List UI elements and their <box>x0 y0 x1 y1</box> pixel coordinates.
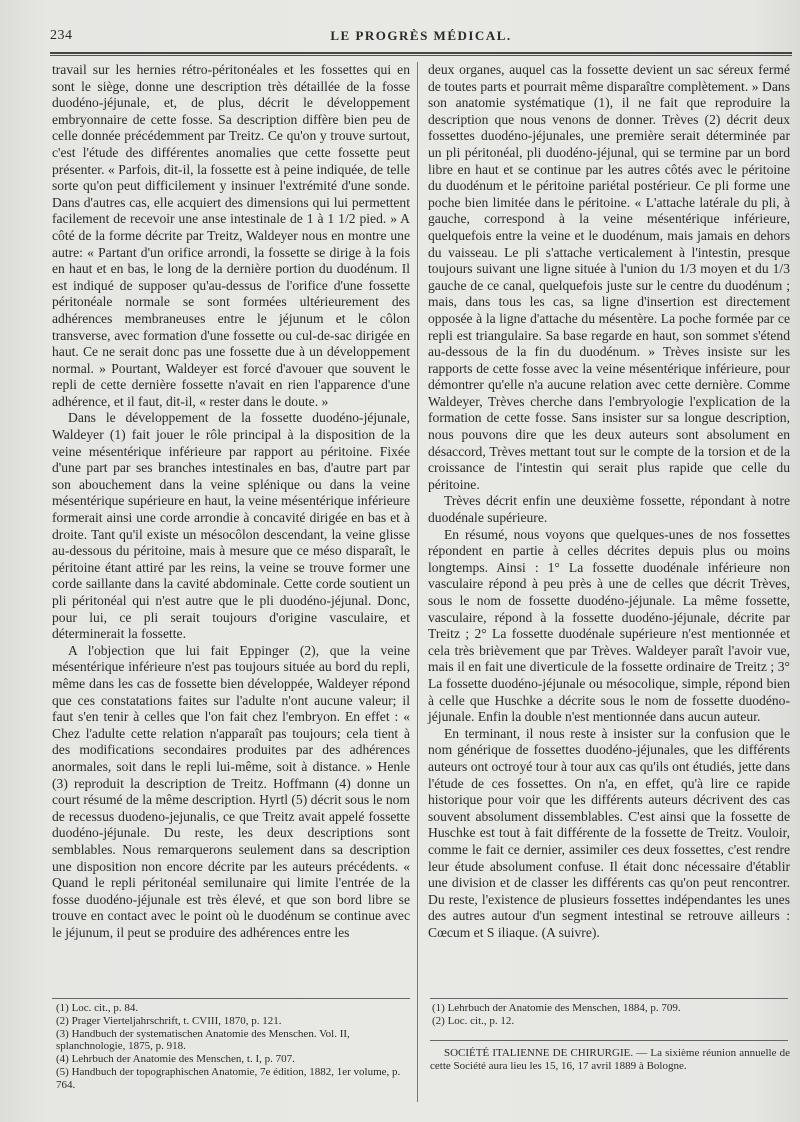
footnote-4: (4) Lehrbuch der Anatomie des Menschen, t. I, p. 707. <box>56 1053 295 1066</box>
society-notice: SOCIÉTÉ ITALIENNE DE CHIRURGIE. — La sixième réunion annuelle de cette Société aura lieu les 15, 16, 17 avril 1889 à Bologne. <box>430 1047 790 1072</box>
left-footnote-rule <box>52 998 410 999</box>
footnote-5: (5) Handbuch der topographischen Anatomie, 7e édition, 1882, 1er volume, p. 764. <box>56 1065 401 1091</box>
right-column <box>428 62 790 941</box>
right-footnote-2: (2) Loc. cit., p. 12. <box>432 1014 515 1027</box>
left-paragraph-2: Dans le développement de la fossette duodéno-jéjunale, Waldeyer (1) fait jouer le rôle principal à la disposition de la veine mésentérique inférieure par rapport au péritoine. Fixée d'une part par ses branches intestinales en bas, d'autre part par son abouchement dans la veine splénique ou dans la veine mésentérique supérieure en haut, la veine mésentérique inférieure formerait ainsi une corde arrondie à concavité dirigée en bas et à droite. Tant qu'il existe un mésocôlon descendant, la veine glisse au-dessous du péritoine, mais à mesure que ce méso disparaît, le péritoine étant attiré par les reins, la veine se trouve former une corde saillante dans la cavité abdominale. Cette corde soutient un pli péritonéal qui n'est autre que le pli duodéno-jéjunal. Donc, pour lui, ce pli serait toujours d'origine vasculaire, et déterminerait la fossette. <box>52 410 410 642</box>
left-column <box>52 62 410 941</box>
right-footnote-1: (1) Lehrbuch der Anatomie des Menschen, 1884, p. 709. <box>432 1002 681 1014</box>
right-paragraph-4: En terminant, il nous reste à insister sur la confusion que le nom générique de fossettes duodéno-jéjunales, que les différents auteurs ont octroyé tour à tour aux cas qu'ils ont étudiés, jette dans l'étude de ces fossettes. On n'a, en effet, qu'à lire ce rapide historique pour voir que les différents auteurs décrivent des cas souvent absolument dissemblables. C'est ainsi que la fossette de Huschke est tout à fait différente de la fossette de Treitz. Vouloir, comme le fait ce dernier, assimiler ces deux fossettes, c'est rendre leur étude absolument confuse. Il était donc nécessaire d'établir une division et de classer les différents cas qu'on peut rencontrer. Du reste, l'existence de plusieurs fossettes indépendantes les unes des autres autour d'un segment intestinal se retrouve ailleurs : Cœcum et S iliaque. (A suivre). <box>428 725 790 940</box>
right-footnote-rule <box>430 998 788 999</box>
left-paragraph-3: A l'objection que lui fait Eppinger (2), que la veine mésentérique inférieure n'est pas toujours située au bord du repli, même dans les cas de fossette bien développée, Waldeyer répond que ces constatations faites sur l'adulte n'ont aucune valeur; il faut s'en tenir à celles que l'on fait chez l'embryon. En effet : « Chez l'adulte cette relation n'apparaît pas toujours; cela tient à des modifications secondaires produites par des adhérences anormales, soit dans le repli lui-même, soit à distance. » Henle (3) reproduit la description de Treitz. Hoffmann (4) donne un court résumé de la même description. Hyrtl (5) décrit sous le nom de recessus duodeno-jejunalis, ce que Treitz avait appelé fossette duodéno-jéjunale. Du reste, les deux descriptions sont semblables. Nous remarquerons seulement dans sa description une disposition non encore décrite par les auteurs précédents. « Quand le repli péritonéal semilunaire qui limite l'entrée de la fosse duodéno-jéjunale est très élevé, et que son bord libre se trouve en contact avec le point où le duodénum se continue avec le jéjunum, il peut se produire des adhérences entre les <box>52 642 410 940</box>
column-divider <box>417 62 418 1102</box>
page-header <box>50 28 792 48</box>
right-paragraph-2: Trèves décrit enfin une deuxième fossette, répondant à notre duodénale supérieure. <box>428 493 790 526</box>
right-paragraph-3: En résumé, nous voyons que quelques-unes de nos fossettes répondent en partie à celles décrites depuis plus ou moins longtemps. Ainsi : 1° La fossette duodénale inférieure non vasculaire répond à peu près à une de celles que décrit Trèves, sous le nom de fossette duodéno-jéjunale. La même fossette, vasculaire, répond à la fossette duodéno-jéjunale, décrite par Treitz ; 2° La fossette duodénale supérieure n'est mentionnée et cela très brièvement que par Trèves. Waldeyer paraît l'avoir vue, mais il en fait une diverticule de la fossette ordinaire de Treitz ; 3° La fossette duodéno-jéjunale ou mésocolique, simple, répond bien à celle que Huschke a décrite sous le nom de fossette duodéno-jéjunale. Enfin la double n'est mentionnée dans aucun auteur. <box>428 526 790 725</box>
left-paragraph-1: travail sur les hernies rétro-péritonéales et les fossettes qui en sont le siège, donne une description très détaillée de la fosse duodéno-jéjunale, et, de plus, décrit le développement embryonnaire de cette fosse. Sa description diffère bien peu de celle donnée précédemment par Treitz. Ce qu'on y trouve surtout, c'est l'étude des différentes anomalies que cette fossette peut présenter. « Parfois, dit-il, la fossette est à peine indiquée, de telle sorte qu'on peut difficilement y insinuer l'extrémité d'une sonde. Dans d'autres cas, elle acquiert des dimensions qui lui permettent facilement de recevoir une anse intestinale de 1 à 1 1/2 pied. » A côté de la forme décrite par Treitz, Waldeyer nous en montre une autre: « Partant d'un orifice arrondi, la fossette se dirige à la fois en haut et en bas, le long de la dernière portion du duodénum. Il est indiqué de supposer qu'au-dessus de l'orifice d'une fossette péritonéale normale se sont formées ultérieurement des adhérences membraneuses entre le jéjunum et le côlon transverse, avec formation d'une fossette ou cul-de-sac dirigée en haut. Ce ne serait donc pas une fossette due à un développement normal. » Pourtant, Waldeyer est forcé d'avouer que souvent le repli de cette dernière fossette n'avait en rien l'apparence d'une adhérence, et il faut, dit-il, « rester dans le doute. » <box>52 62 410 409</box>
right-footnotes <box>432 1002 788 1028</box>
running-title: LE PROGRÈS MÉDICAL. <box>330 28 512 43</box>
left-footnotes <box>56 1002 410 1092</box>
notice-rule <box>430 1040 788 1041</box>
right-paragraph-1: deux organes, auquel cas la fossette devient un sac séreux fermé de toutes parts et pourrait même disparaître complètement. » Dans son anatomie systématique (1), il ne fait que reproduire la description que nous venons de donner. Trèves (2) décrit deux fossettes duodéno-jéjunales, une première serait déterminée par un pli péritonéal, pli duodéno-jéjunal, qui se termine par un bord libre en haut et se continue par les autres côtés avec le péritoine du duodénum et le péritoine pariétal postérieur. Ce pli forme une poche bien limitée dans le péritoine. « L'attache latérale du pli, à gauche, correspond à la veine mésentérique inférieure, quelquefois entre la veine et le duodénum, mais jamais en dehors du vaisseau. Le pli s'attache verticalement à l'intestin, presque toujours suivant une ligne située à l'union du 1/3 moyen et du 1/3 gauche de ce canal, quelquefois juste sur le centre du duodénum ; mais, dans tous les cas, sa ligne d'insertion est directement opposée à la ligne d'attache du mésentère. La poche formée par ce repli est triangulaire. Sa base regarde en haut, son sommet s'étend au-dessous de la fin du duodénum. » Trèves insiste sur les rapports de cette fosse avec la veine mésentérique inférieure, pour démontrer qu'elle n'a aucune relation avec cette dernière. Comme Waldeyer, Trèves cherche dans l'embryologie l'explication de la formation de cette fosse. Sans insister sur sa longue description, nous pouvons dire que les deux auteurs sont absolument en désaccord, Trèves mettant tout sur le compte de la torsion et de la croissance de l'intestin qui serait plus rapide que celle du péritoine. <box>428 62 790 492</box>
header-rule <box>50 52 792 56</box>
footnote-1: (1) Loc. cit., p. 84. <box>56 1002 139 1014</box>
footnote-2: (2) Prager Vierteljahrschrift, t. CVIII, 1870, p. 121. <box>56 1014 282 1027</box>
footnote-3: (3) Handbuch der systematischen Anatomie des Menschen. Vol. II, splanchnologie, 1875, p. 918. <box>56 1027 350 1053</box>
page-number: 234 <box>50 28 73 43</box>
